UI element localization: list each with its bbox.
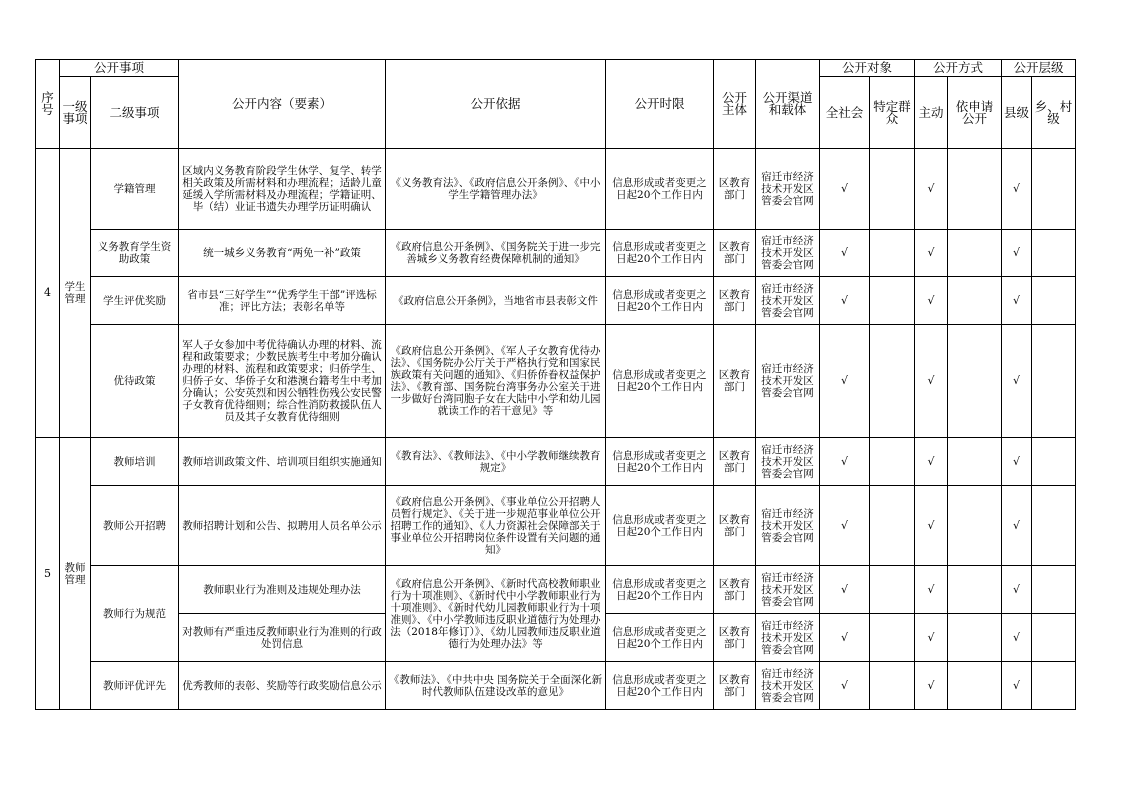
empty-cell (948, 566, 1002, 614)
group-level1: 教师管理 (60, 438, 91, 710)
empty-cell (870, 486, 915, 566)
row-content: 军人子女参加中考优待确认办理的材料、流程和政策要求；少数民族考生中考加分确认办理的材料、流程和政策要求；归侨学生、归侨子女、华侨子女和港澳台籍考生中考加分确认；公安英烈和因公牺牲伤残公安民警子女教育优待细则；综合性消防救援队伍人员及其子女教育优待细则 (179, 325, 386, 438)
row-level2: 教师评优评先 (91, 662, 179, 710)
empty-cell (1032, 277, 1076, 325)
check-target-all: √ (820, 486, 870, 566)
check-level-county: √ (1002, 614, 1032, 662)
header-level-town: 乡、村级 (1032, 77, 1076, 149)
check-level-county: √ (1002, 438, 1032, 486)
table-row (36, 149, 1076, 230)
empty-cell (870, 149, 915, 230)
check-method-active: √ (915, 486, 948, 566)
table-row (36, 438, 1076, 486)
row-channel: 宿迁市经济技术开发区管委会官网 (756, 149, 820, 230)
empty-cell (870, 230, 915, 277)
row-level2: 义务教育学生资助政策 (91, 230, 179, 277)
row-subject: 区教育部门 (714, 662, 756, 710)
disclosure-table (35, 59, 1076, 710)
row-level2: 优待政策 (91, 325, 179, 438)
check-method-active: √ (915, 230, 948, 277)
check-target-all: √ (820, 230, 870, 277)
group-seq: 4 (36, 149, 60, 438)
row-basis: 《义务教育法》、《政府信息公开条例》、《中小学生学籍管理办法》 (386, 149, 606, 230)
row-level2: 教师培训 (91, 438, 179, 486)
group-seq: 5 (36, 438, 60, 710)
check-level-county: √ (1002, 230, 1032, 277)
row-basis: 《教师法》、《中共中央 国务院关于全面深化新时代教师队伍建设改革的意见》 (386, 662, 606, 710)
empty-cell (948, 149, 1002, 230)
empty-cell (948, 230, 1002, 277)
row-subject: 区教育部门 (714, 325, 756, 438)
row-timeframe: 信息形成或者变更之日起20个工作日内 (606, 486, 714, 566)
empty-cell (948, 277, 1002, 325)
header-target-specific: 特定群众 (870, 77, 915, 149)
row-channel: 宿迁市经济技术开发区管委会官网 (756, 486, 820, 566)
row-timeframe: 信息形成或者变更之日起20个工作日内 (606, 277, 714, 325)
row-timeframe: 信息形成或者变更之日起20个工作日内 (606, 614, 714, 662)
row-subject: 区教育部门 (714, 486, 756, 566)
row-content: 区域内义务教育阶段学生休学、复学、转学相关政策及所需材料和办理流程；适龄儿童延缓入学所需材料及办理流程；学籍证明、毕（结）业证书遗失办理学历证明确认 (179, 149, 386, 230)
header-target: 公开对象 (820, 60, 915, 77)
empty-cell (870, 614, 915, 662)
row-basis: 《政府信息公开条例》、《军人子女教育优待办法》、《国务院办公厅关于严格执行党和国家民族政策有关问题的通知》、《归侨侨眷权益保护法》、《教育部、国务院台湾事务办公室关于进一步做好台湾同胞子女在大陆中小学和幼儿园就读工作的若干意见》等 (386, 325, 606, 438)
check-method-active: √ (915, 614, 948, 662)
header-level-county: 县级 (1002, 77, 1032, 149)
row-channel: 宿迁市经济技术开发区管委会官网 (756, 230, 820, 277)
check-level-county: √ (1002, 662, 1032, 710)
empty-cell (1032, 325, 1076, 438)
row-timeframe: 信息形成或者变更之日起20个工作日内 (606, 566, 714, 614)
header-timeframe: 公开时限 (606, 60, 714, 149)
empty-cell (948, 438, 1002, 486)
header-method-apply: 依申请公开 (948, 77, 1002, 149)
empty-cell (870, 438, 915, 486)
empty-cell (1032, 566, 1076, 614)
row-content: 教师培训政策文件、培训项目组织实施通知 (179, 438, 386, 486)
check-target-all: √ (820, 566, 870, 614)
header-subject: 公开主体 (714, 60, 756, 149)
table-row (36, 277, 1076, 325)
row-content: 优秀教师的表彰、奖励等行政奖励信息公示 (179, 662, 386, 710)
empty-cell (948, 325, 1002, 438)
check-target-all: √ (820, 277, 870, 325)
row-timeframe: 信息形成或者变更之日起20个工作日内 (606, 325, 714, 438)
empty-cell (870, 325, 915, 438)
check-level-county: √ (1002, 277, 1032, 325)
row-basis: 《政府信息公开条例》、《事业单位公开招聘人员暂行规定》、《关于进一步规范事业单位公开招聘工作的通知》、《人力资源社会保障部关于事业单位公开招聘岗位条件设置有关问题的通知》 (386, 486, 606, 566)
check-target-all: √ (820, 438, 870, 486)
row-level2: 教师公开招聘 (91, 486, 179, 566)
header-seq: 序号 (36, 60, 60, 149)
row-level2: 学生评优奖励 (91, 277, 179, 325)
check-target-all: √ (820, 149, 870, 230)
empty-cell (1032, 662, 1076, 710)
row-basis: 《政府信息公开条例》、《新时代高校教师职业行为十项准则》、《新时代中小学教师职业行为十项准则》、《新时代幼儿园教师职业行为十项准则》、《中小学教师违反职业道德行为处理办法（2018年修订）》、《幼儿园教师违反职业道德行为处理办法》等 (386, 566, 606, 662)
row-basis: 《政府信息公开条例》、《国务院关于进一步完善城乡义务教育经费保障机制的通知》 (386, 230, 606, 277)
check-level-county: √ (1002, 486, 1032, 566)
row-basis: 《教育法》、《教师法》、《中小学教师继续教育规定》 (386, 438, 606, 486)
empty-cell (870, 662, 915, 710)
check-method-active: √ (915, 277, 948, 325)
row-channel: 宿迁市经济技术开发区管委会官网 (756, 325, 820, 438)
row-content: 对教师有严重违反教师职业行为准则的行政处罚信息 (179, 614, 386, 662)
row-level2: 学籍管理 (91, 149, 179, 230)
header-matters: 公开事项 (60, 60, 179, 77)
row-timeframe: 信息形成或者变更之日起20个工作日内 (606, 149, 714, 230)
table-row (36, 566, 1076, 614)
row-timeframe: 信息形成或者变更之日起20个工作日内 (606, 230, 714, 277)
check-method-active: √ (915, 566, 948, 614)
row-channel: 宿迁市经济技术开发区管委会官网 (756, 614, 820, 662)
row-basis: 《政府信息公开条例》，当地省市县表彰文件 (386, 277, 606, 325)
check-target-all: √ (820, 662, 870, 710)
row-channel: 宿迁市经济技术开发区管委会官网 (756, 566, 820, 614)
check-level-county: √ (1002, 566, 1032, 614)
check-target-all: √ (820, 325, 870, 438)
check-method-active: √ (915, 662, 948, 710)
header-target-all: 全社会 (820, 77, 870, 149)
header-level2: 二级事项 (91, 77, 179, 149)
empty-cell (948, 486, 1002, 566)
table-row (36, 486, 1076, 566)
empty-cell (1032, 149, 1076, 230)
empty-cell (870, 277, 915, 325)
row-subject: 区教育部门 (714, 614, 756, 662)
row-level2: 教师行为规范 (91, 566, 179, 662)
header-method-active: 主动 (915, 77, 948, 149)
row-channel: 宿迁市经济技术开发区管委会官网 (756, 438, 820, 486)
row-subject: 区教育部门 (714, 438, 756, 486)
empty-cell (870, 566, 915, 614)
row-channel: 宿迁市经济技术开发区管委会官网 (756, 277, 820, 325)
check-level-county: √ (1002, 149, 1032, 230)
header-method: 公开方式 (915, 60, 1002, 77)
empty-cell (1032, 230, 1076, 277)
check-level-county: √ (1002, 325, 1032, 438)
row-subject: 区教育部门 (714, 566, 756, 614)
check-method-active: √ (915, 438, 948, 486)
table-row (36, 230, 1076, 277)
group-level1: 学生管理 (60, 149, 91, 438)
empty-cell (948, 614, 1002, 662)
row-timeframe: 信息形成或者变更之日起20个工作日内 (606, 438, 714, 486)
row-subject: 区教育部门 (714, 277, 756, 325)
empty-cell (1032, 614, 1076, 662)
header-channel: 公开渠道和载体 (756, 60, 820, 149)
table-row (36, 662, 1076, 710)
empty-cell (1032, 438, 1076, 486)
row-content: 教师招聘计划和公告、拟聘用人员名单公示 (179, 486, 386, 566)
row-subject: 区教育部门 (714, 149, 756, 230)
row-subject: 区教育部门 (714, 230, 756, 277)
empty-cell (948, 662, 1002, 710)
row-content: 省市县“三好学生”“优秀学生干部”评选标准；评比方法；表彰名单等 (179, 277, 386, 325)
row-timeframe: 信息形成或者变更之日起20个工作日内 (606, 662, 714, 710)
row-channel: 宿迁市经济技术开发区管委会官网 (756, 662, 820, 710)
header-basis: 公开依据 (386, 60, 606, 149)
check-target-all: √ (820, 614, 870, 662)
row-content: 教师职业行为准则及违规处理办法 (179, 566, 386, 614)
empty-cell (1032, 486, 1076, 566)
header-level1: 一级事项 (60, 77, 91, 149)
table-row (36, 325, 1076, 438)
row-content: 统一城乡义务教育“两免一补”政策 (179, 230, 386, 277)
check-method-active: √ (915, 149, 948, 230)
check-method-active: √ (915, 325, 948, 438)
header-level: 公开层级 (1002, 60, 1076, 77)
header-content: 公开内容（要素） (179, 60, 386, 149)
